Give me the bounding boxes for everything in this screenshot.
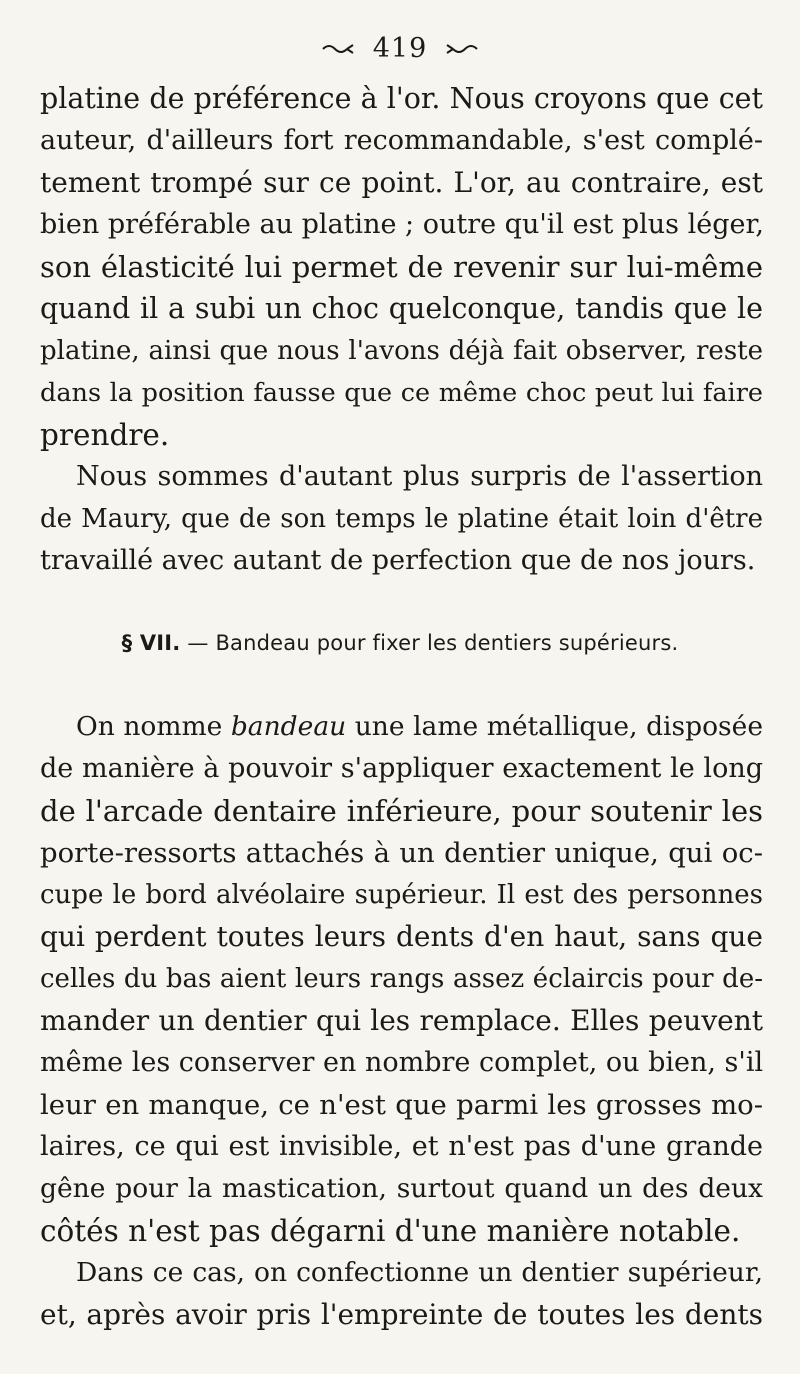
text-line: mander un dentier qui les remplace. Elles peuvent xyxy=(40,1004,763,1037)
text-line: prendre. xyxy=(40,418,170,452)
left-ornament-icon xyxy=(321,33,355,67)
text-line: côtés n'est pas dégarni d'une manière notable. xyxy=(40,1214,741,1248)
text-line: porte-ressorts attachés à un dentier unique, qui oc- xyxy=(40,837,763,869)
page-number: 419 xyxy=(372,33,428,64)
text-line: bien préférable au platine ; outre qu'il est plus léger, xyxy=(40,209,765,240)
text-line: platine, ainsi que nous l'avons déjà fait observer, reste xyxy=(40,336,763,366)
text-line: laires, ce qui est invisible, et n'est pas d'une grande xyxy=(40,1131,763,1162)
text-line: cupe le bord alvéolaire supérieur. Il est des personnes xyxy=(40,880,763,910)
text-line: On nomme bandeau une lame métallique, disposée xyxy=(76,711,763,742)
text-line: Dans ce cas, on confectionne un dentier supérieur, xyxy=(76,1257,763,1288)
text-line: celles du bas aient leurs rangs assez éclaircis pour de- xyxy=(40,964,763,994)
text-line: platine de préférence à l'or. Nous croyons que cet xyxy=(40,82,763,115)
text-line: leur en manque, ce n'est que parmi les grosses mo- xyxy=(40,1089,763,1121)
page-header xyxy=(0,32,800,67)
section-number: § VII. xyxy=(121,631,181,655)
text-line: Nous sommes d'autant plus surpris de l'assertion xyxy=(76,461,763,492)
text-line: de l'arcade dentaire inférieure, pour soutenir les xyxy=(40,794,763,828)
text-line: de manière à pouvoir s'appliquer exactement le long xyxy=(40,753,763,784)
section-title: — Bandeau pour fixer les dentiers supérieurs. xyxy=(187,631,679,655)
text-line: tement trompé sur ce point. L'or, au contraire, est xyxy=(40,166,763,199)
text-line: quand il a subi un choc quelconque, tandis que le xyxy=(40,292,763,325)
text-line: dans la position fausse que ce même choc peut lui faire xyxy=(40,378,763,408)
text-line: gêne pour la mastication, surtout quand un des deux xyxy=(40,1173,763,1204)
text-line: de Maury, que de son temps le platine était loin d'être xyxy=(40,504,763,534)
text-line: et, après avoir pris l'empreinte de toutes les dents xyxy=(40,1298,763,1331)
text-line: son élasticité lui permet de revenir sur lui-même xyxy=(40,250,763,284)
section-heading xyxy=(0,626,800,660)
italic-term: bandeau xyxy=(230,711,347,742)
text-line: même les conserver en nombre complet, ou bien, s'il xyxy=(40,1047,764,1078)
right-ornament-icon xyxy=(445,33,479,67)
text-line: qui perdent toutes leurs dents d'en haut, sans que xyxy=(40,920,763,953)
text-line: auteur, d'ailleurs fort recommandable, s'est complé- xyxy=(40,125,763,156)
text-line: travaillé avec autant de perfection que de nos jours. xyxy=(40,545,756,576)
